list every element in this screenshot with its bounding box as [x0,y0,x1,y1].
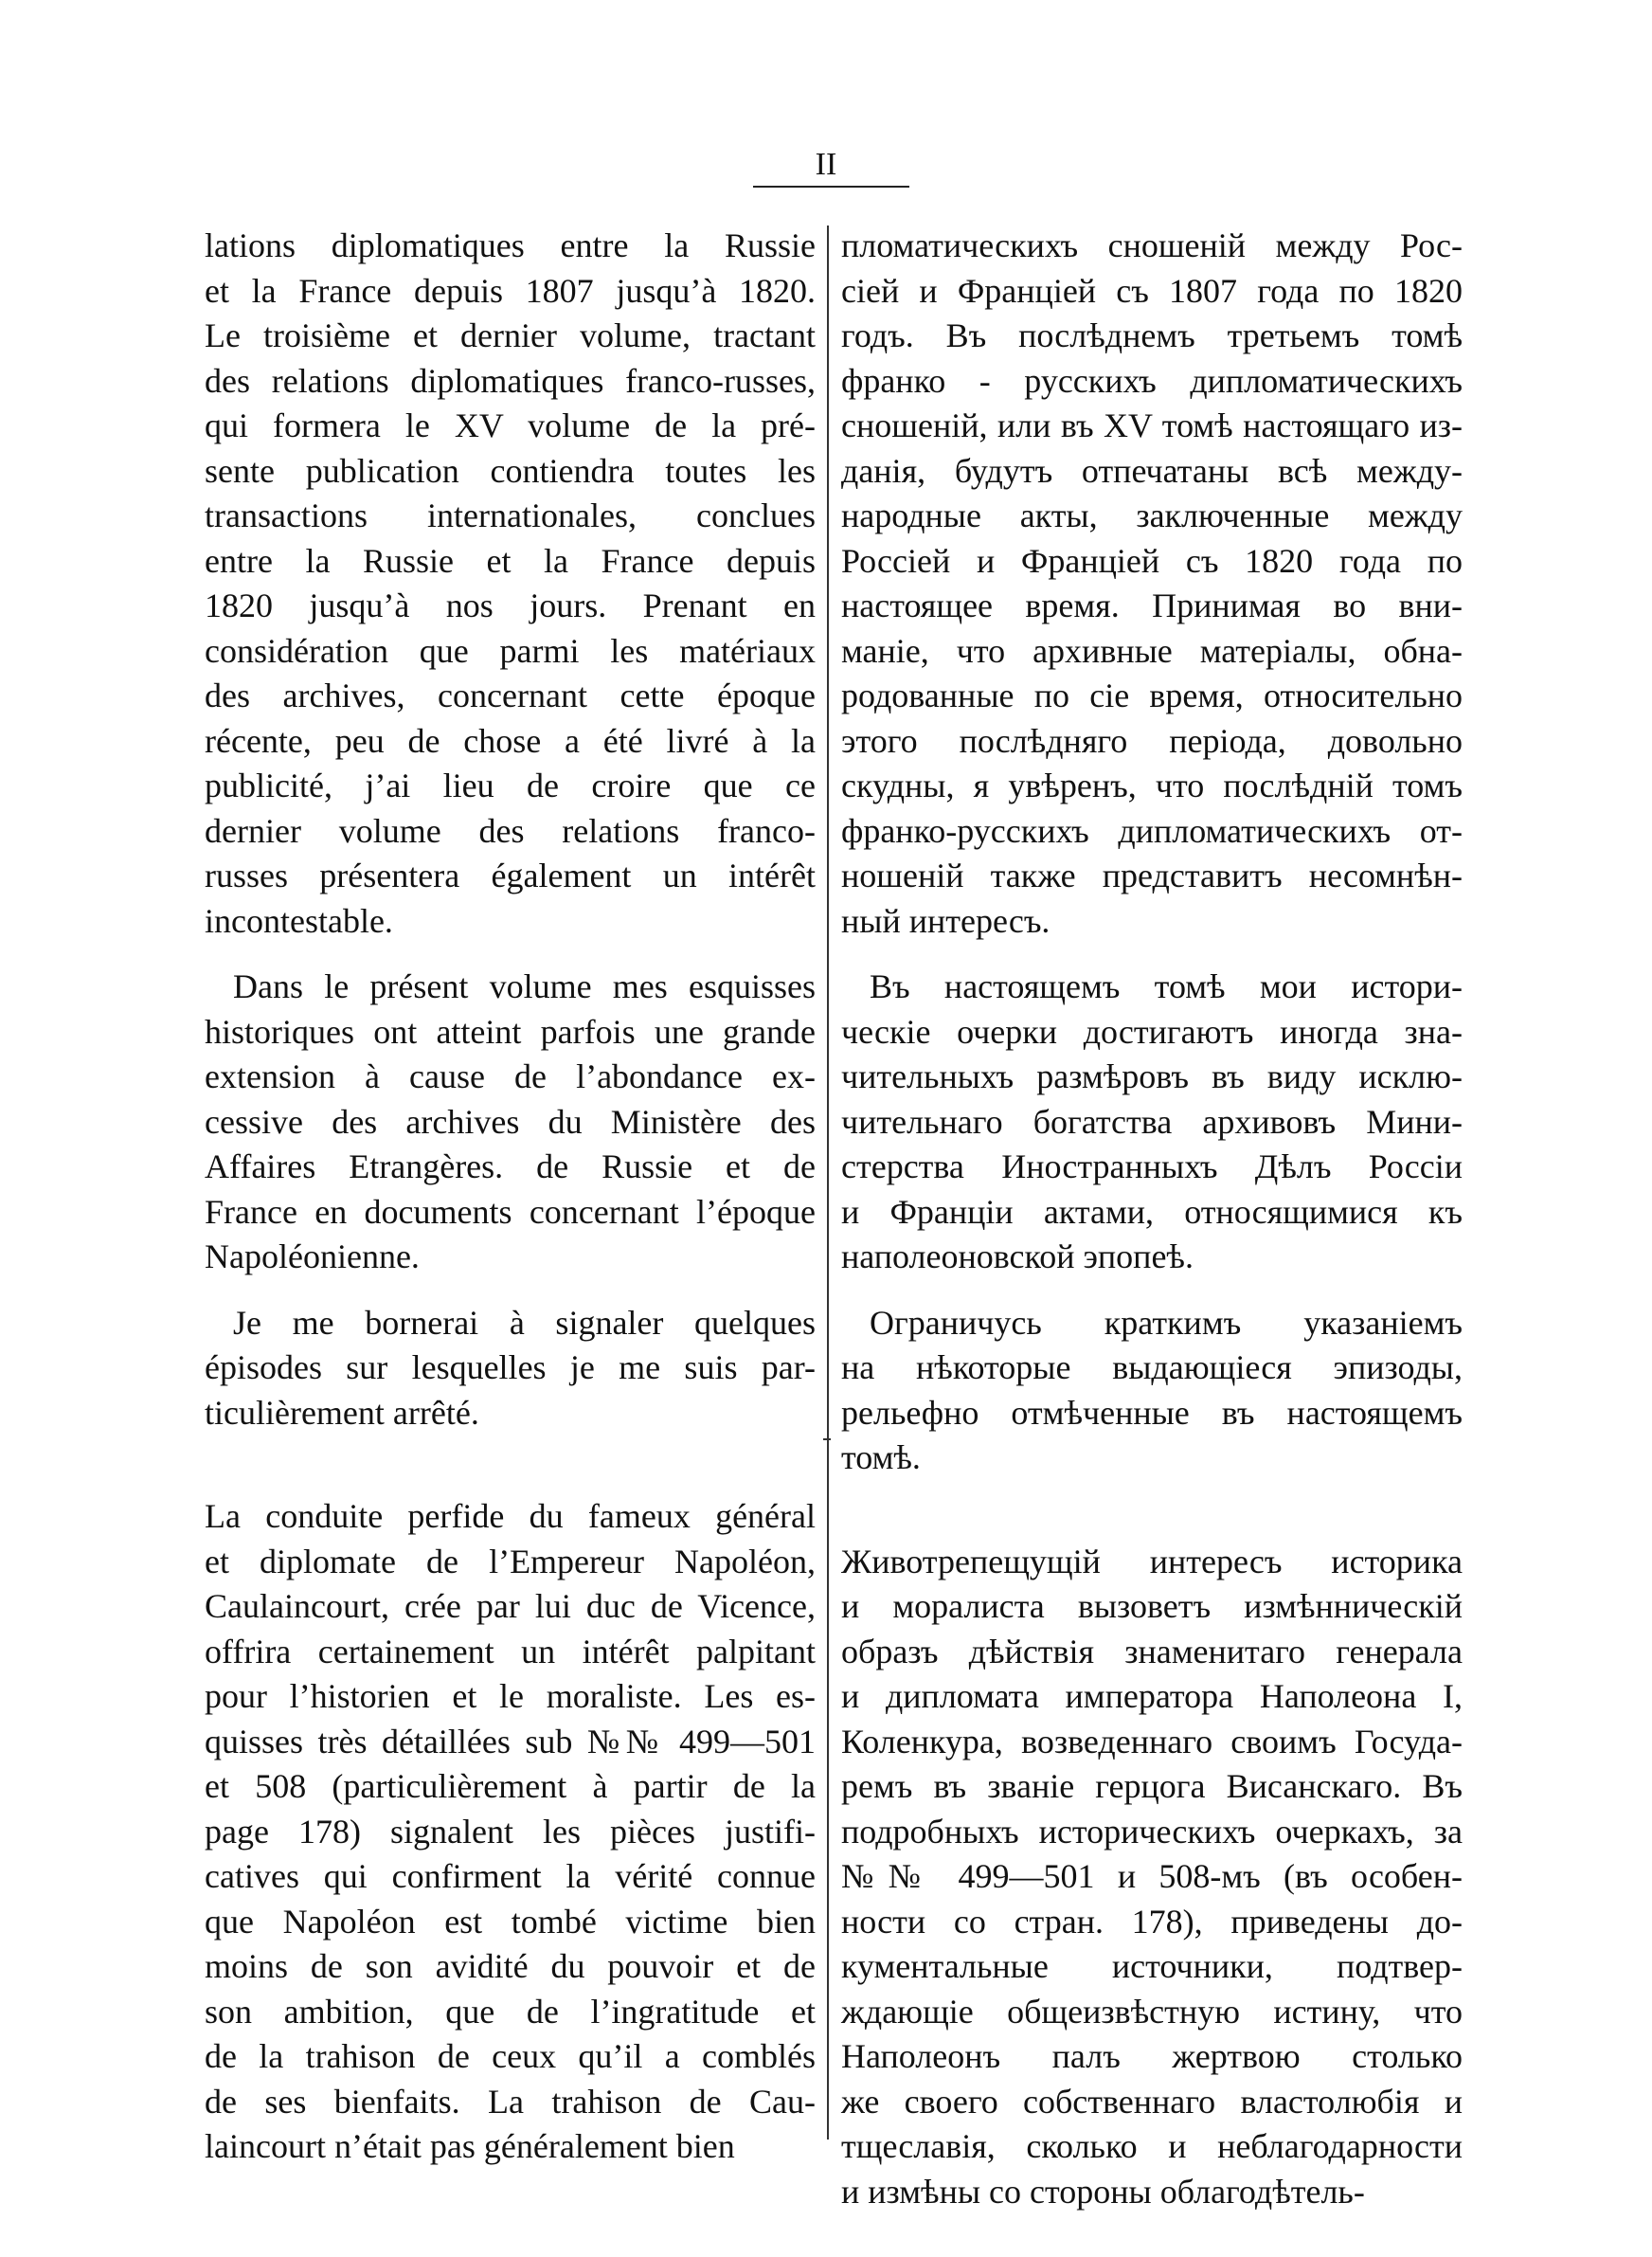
text-line: стерства Иностранныхъ Дѣлъ Россіи [841,1147,1463,1185]
text-line: incontestable. [205,901,393,940]
text-line: publicité, j’ai lieu de croire que ce [205,767,816,804]
column-divider-mark [823,1438,831,1440]
text-line: годъ. Въ послѣднемъ третьемъ томѣ [841,316,1463,354]
text-line: ношеній также представитъ несомнѣн- [841,857,1463,894]
text-line: moins de son avidité du pouvoir et de [205,1947,816,1985]
text-line: russes présentera également un intérêt [205,857,816,894]
paragraph [205,965,816,1280]
text-line: Ограничусь краткимъ указаніемъ [870,1303,1463,1342]
text-line: народные акты, заключенные между [841,497,1463,534]
text-line: dernier volume des relations franco- [205,811,816,850]
column-divider [827,226,829,2140]
text-line: на нѣкоторые выдающіеся эпизоды, [841,1348,1463,1386]
text-line: Наполеонъ палъ жертвою столько [841,2037,1463,2075]
text-line: catives qui confirment la vérité connue [205,1857,816,1895]
french-column [205,224,816,2170]
text-line: маніе, что архивные матеріалы, обна- [841,631,1463,670]
text-line: ждающіе общеизвѣстную истину, что [841,1992,1463,2031]
text-line: et la France depuis 1807 jusqu’à 1820. [205,271,816,310]
text-line: Le troisième et dernier volume, tractant [205,316,816,354]
paragraph-gap [841,1280,1463,1301]
text-line: que Napoléon est tombé victime bien [205,1902,816,1941]
text-line: и дипломата императора Наполеона I, [841,1677,1463,1715]
text-line: laincourt n’était pas généralement bien [205,2127,735,2165]
text-line: наполеоновской эпопеѣ. [841,1237,1194,1275]
text-line: и Франціи актами, относящимися къ [841,1192,1463,1231]
text-line: de la trahison de ceux qu’il a comblés [205,2037,816,2075]
text-line: 1820 jusqu’à nos jours. Prenant en [205,587,816,624]
text-line: lations diplomatiques entre la Russie [205,226,816,264]
paragraph-gap [841,944,1463,965]
text-line: кументальные источники, подтвер- [841,1947,1463,1985]
russian-column [841,224,1463,2214]
text-line: ности со стран. 178), приведены до- [841,1902,1463,1941]
text-line: рельефно отмѣченные въ настоящемъ [841,1393,1463,1432]
text-line: и измѣны со стороны облагодѣтель- [841,2172,1365,2211]
paragraph [205,224,816,944]
text-line: considération que parmi les matériaux [205,631,816,670]
paragraph-gap [205,1280,816,1301]
text-line: quisses très détaillées sub №№ 499—501 [205,1722,816,1760]
text-line: настоящее время. Принимая во вни- [841,587,1463,624]
text-line: скудны, я увѣренъ, что послѣдній томъ [841,767,1463,804]
text-line: pour l’historien et le moraliste. Les es- [205,1677,816,1715]
text-line: тщеславія, сколько и неблагодарности [841,2127,1463,2165]
text-line: ческіе очерки достигаютъ иногда зна- [841,1012,1463,1051]
text-line: Россіей и Франціей съ 1820 года по [841,541,1463,580]
text-line: et 508 (particulièrement à partir de la [205,1767,816,1805]
text-line: этого послѣдняго періода, довольно [841,721,1463,760]
text-line: offrira certainement un intérêt palpitant [205,1632,816,1670]
text-line: son ambition, que de l’ingratitude et [205,1992,816,2031]
page-number: II [815,147,837,182]
paragraph [841,1301,1463,1481]
text-line: entre la Russie et la France depuis [205,541,816,580]
paragraph-gap [841,1481,1463,1540]
paragraph-gap [205,944,816,965]
text-line: франко-русскихъ дипломатическихъ от- [841,811,1463,850]
text-line: Affaires Etrangères. de Russie et de [205,1147,816,1185]
text-line: ный интересъ. [841,901,1050,940]
paragraph [205,1494,816,2170]
text-line: France en documents concernant l’époque [205,1192,816,1231]
text-line: №№ 499—501 и 508-мъ (въ особен- [841,1857,1463,1895]
text-line: Caulaincourt, crée par lui duc de Vicence, [205,1587,816,1625]
page-number-rule [753,186,909,188]
text-line: Napoléonienne. [205,1237,420,1275]
text-line: Dans le présent volume mes esquisses [233,967,816,1005]
text-line: cessive des archives du Ministère des [205,1102,816,1141]
paragraph [841,1540,1463,2215]
text-line: qui formera le XV volume de la pré- [205,406,816,444]
text-line: des relations diplomatiques franco-russes, [205,361,816,400]
text-line: épisodes sur lesquelles je me suis par- [205,1348,816,1386]
text-line: transactions internationales, conclues [205,497,816,534]
text-line: франко - русскихъ дипломатическихъ [841,361,1463,400]
text-line: La conduite perfide du fameux général [205,1497,816,1535]
text-line: сіей и Франціей съ 1807 года по 1820 [841,271,1463,310]
paragraph [841,224,1463,944]
text-line: же своего собственнаго властолюбія и [841,2082,1463,2121]
text-line: данія, будутъ отпечатаны всѣ между- [841,451,1463,490]
text-line: de ses bienfaits. La trahison de Cau- [205,2082,816,2121]
text-line: Въ настоящемъ томѣ мои истори- [870,967,1463,1005]
text-line: ремъ въ званіе герцога Висанскаго. Въ [841,1767,1463,1805]
text-line: чительныхъ размѣровъ въ виду исклю- [841,1057,1463,1095]
text-line: Je me bornerai à signaler quelques [233,1303,816,1342]
paragraph [205,1301,816,1436]
text-line: ticulièrement arrêté. [205,1393,479,1432]
text-line: сношеній, или въ XV томѣ настоящаго из- [841,406,1463,444]
text-line: Животрепещущій интересъ историка [841,1542,1463,1580]
text-line: récente, peu de chose a été livré à la [205,721,816,760]
text-line: sente publication contiendra toutes les [205,451,816,490]
text-line: чительнаго богатства архивовъ Мини- [841,1102,1463,1141]
text-line: extension à cause de l’abondance ex- [205,1057,816,1095]
text-line: образъ дѣйствія знаменитаго генерала [841,1632,1463,1670]
text-line: пломатическихъ сношеній между Рос- [841,226,1463,264]
text-line: родованные по сіе время, относительно [841,677,1463,714]
paragraph-gap [205,1435,816,1494]
text-line: et diplomate de l’Empereur Napoléon, [205,1542,816,1580]
text-line: подробныхъ историческихъ очеркахъ, за [841,1812,1463,1851]
text-line: des archives, concernant cette époque [205,677,816,714]
text-line: Коленкура, возведеннаго своимъ Госуда- [841,1722,1463,1760]
paragraph [841,965,1463,1280]
text-line: томѣ. [841,1438,921,1476]
text-line: historiques ont atteint parfois une grande [205,1012,816,1051]
text-line: page 178) signalent les pièces justifi- [205,1812,816,1851]
text-line: и моралиста вызоветъ измѣнническій [841,1587,1463,1625]
